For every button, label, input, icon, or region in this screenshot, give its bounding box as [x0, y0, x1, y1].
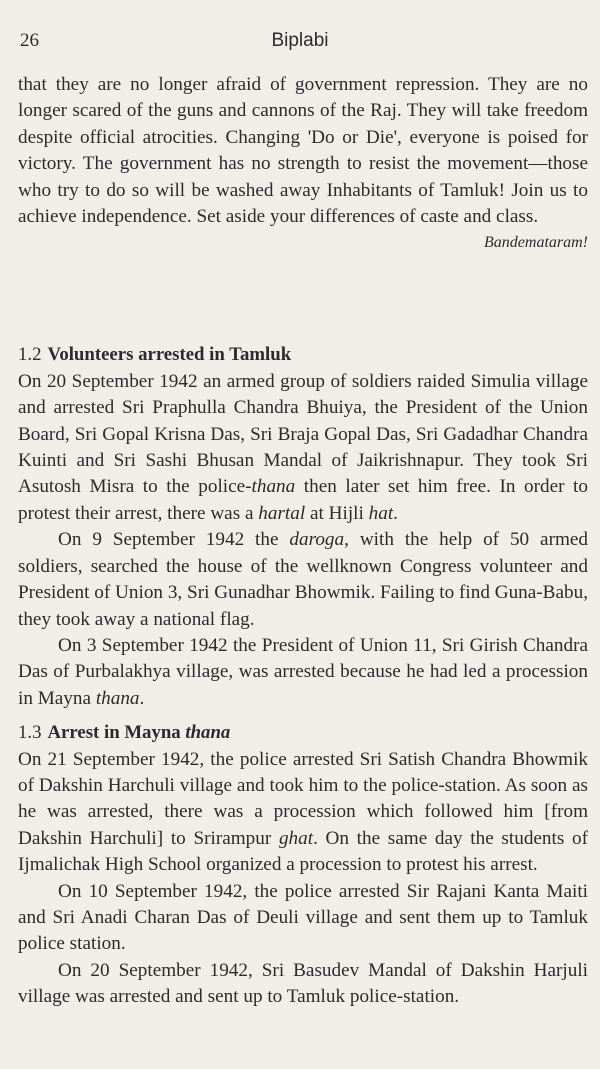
section-heading-1-3	[18, 720, 588, 746]
section-number: 1.2	[18, 344, 42, 366]
intro-paragraph: that they are no longer afraid of government repression. They are no longer scared of the guns and cannons of the Raj. They will take freedom despite official atrocities. Changing 'Do or Die', everyone is poised for victory. The government has no strength to resist the movement—those who try to do so will be washed away Inhabitants of Tamluk! Join us to achieve independence. Set aside your differences of caste and class.	[18, 74, 588, 228]
section-title: Arrest in Mayna	[47, 722, 181, 744]
paragraph: On 3 September 1942 the President of Union 11, Sri Girish Chandra Das of Purbalakhya village, was arrested because he had led a procession in Mayna thana.	[18, 634, 588, 709]
paragraph: On 10 September 1942, the police arrested Sir Rajani Kanta Maiti and Sri Anadi Charan Das of Deuli village and sent them up to Tamluk police station.	[18, 880, 588, 955]
paragraph: On 9 September 1942 the daroga, with the help of 50 armed soldiers, searched the house of the wellknown Congress volunteer and President of Union 3, Sri Gunadhar Bhowmik. Failing to find Guna-Babu, they took away a national flag.	[18, 529, 588, 630]
section-title-italic: thana	[185, 722, 231, 744]
paragraph: On 21 September 1942, the police arrested Sri Satish Chandra Bhowmik of Dakshin Harchuli village and took him to the police-station. As soon as he was arrested, there was a procession which followed him [from Dakshin Harchuli] to Srirampur ghat. On the same day the students of Ijmalichak High School organized a procession to protest his arrest.	[18, 748, 588, 876]
paragraph: On 20 September 1942, Sri Basudev Mandal of Dakshin Harjuli village was arrested and sent up to Tamluk police-station.	[18, 959, 588, 1008]
running-head: Biplabi	[271, 30, 329, 51]
section-heading-1-2	[18, 342, 588, 368]
signoff: Bandemataram!	[484, 234, 588, 252]
section-number: 1.3	[18, 722, 42, 744]
section-title: Volunteers arrested in Tamluk	[47, 344, 292, 366]
page-number: 26	[20, 30, 39, 51]
body-text	[18, 72, 588, 1011]
paragraph: On 20 September 1942 an armed group of soldiers raided Simulia village and arrested Sri Praphulla Chandra Bhuiya, the President of the Union Board, Sri Gopal Krisna Das, Sri Braja Gopal Das, Sri Gadadhar Chandra Kuinti and Sri Sashi Bhusan Mandal of Jaikrishnapur. They took Sri Asutosh Misra to the police-thana then later set him free. In order to protest their arrest, there was a hartal at Hijli hat.	[18, 370, 588, 524]
page-header	[0, 30, 600, 54]
